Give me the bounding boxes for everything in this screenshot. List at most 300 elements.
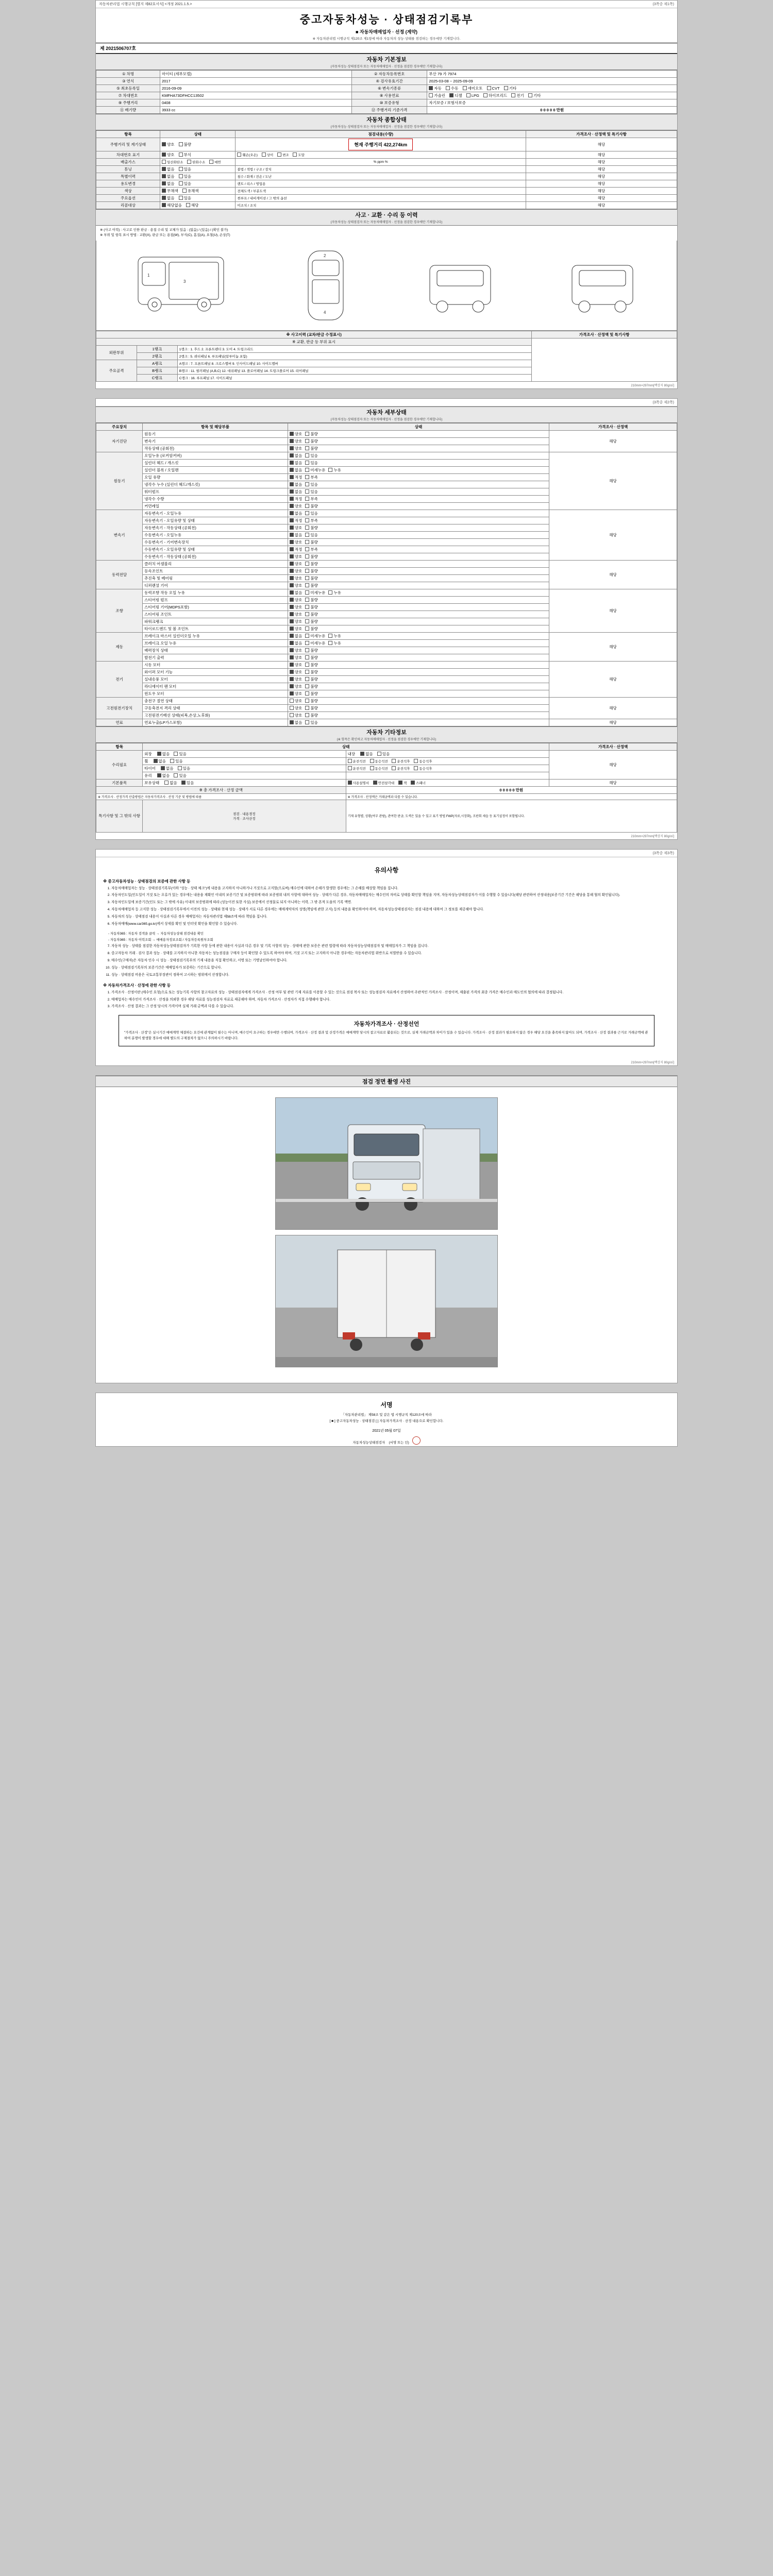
opt-good[interactable]: 양호: [290, 648, 303, 653]
detail-state-3-2[interactable]: [288, 574, 549, 582]
overall-state-2[interactable]: [160, 158, 236, 165]
accident-note-cell: [532, 338, 677, 381]
others-row-0-left[interactable]: [143, 750, 346, 757]
wheel-pos-rl[interactable]: 운전석후: [392, 759, 410, 764]
fuel-option-electric[interactable]: 전기: [511, 93, 524, 98]
basic-info-table: [96, 70, 677, 114]
overall-detail-2: % ppm %: [236, 158, 526, 165]
basic-label-3: ⑦ 차대번호: [96, 92, 160, 99]
opt-ok[interactable]: 적정: [290, 474, 303, 480]
others-2-opt-1[interactable]: 있음: [178, 766, 191, 771]
detail-state-2-4[interactable]: [288, 538, 549, 546]
opt-good[interactable]: 양호: [290, 561, 303, 567]
list-item: 4. 자동차매매업자 등 고지한 성능 · 상태점검기록부에서 이전의 성능 · 상태와 현재 성능 · 상태가 서로 다른 경우에는 매매계약자의 성명(책임에 관한 고지) 등의 내용을 확인하여야 하며, 자동차성능상태점검자는 점검 내용에 대하여 그 정보를 제공해야 합니다.: [111, 907, 670, 913]
signature-role-label: 자동차성능상태점검자: [352, 1441, 385, 1445]
detail-group-2: 변속기: [96, 510, 143, 560]
opt-low[interactable]: 부족: [305, 474, 318, 480]
overall-state-0[interactable]: [160, 138, 236, 151]
accident-rank-c: C랭크: [137, 374, 177, 381]
transmission-option-manual[interactable]: 수동: [446, 86, 459, 91]
overall-6-opt-0[interactable]: 무채색: [162, 188, 178, 194]
opt-bad[interactable]: 불량: [305, 662, 318, 668]
others-row-3-left[interactable]: [143, 772, 346, 779]
detail-state-5-1[interactable]: [288, 639, 549, 647]
wheel-pos-fr[interactable]: 동승석전: [370, 759, 388, 764]
opt-good[interactable]: 양호: [290, 698, 303, 704]
opt-good[interactable]: 양호: [290, 431, 303, 437]
basic-value-3: KMFHA73DFHCC13502: [160, 92, 351, 99]
form-legal-note-left: 자동차관리법 시행규칙 [별지 제82호서식] <개정 2021.1.5.>: [99, 3, 192, 6]
others-row-1-left[interactable]: [143, 757, 346, 765]
opt-bad[interactable]: 불량: [305, 684, 318, 689]
detail-group-4: 조향: [96, 589, 143, 632]
detail-state-0-1[interactable]: [288, 437, 549, 445]
overall-6-opt-1[interactable]: 유채색: [182, 188, 199, 194]
transmission-option-semi[interactable]: 세미오토: [463, 86, 483, 91]
opt-low[interactable]: 부족: [305, 518, 318, 523]
opt-bad[interactable]: 불량: [305, 554, 318, 560]
basic-item-triangle[interactable]: 안전삼각대: [373, 781, 394, 785]
sheet2-page-indicator: (3쪽중 제2쪽): [652, 400, 674, 404]
opt-none[interactable]: 없음: [290, 532, 303, 538]
opt-bad[interactable]: 불량: [305, 525, 318, 531]
detail-state-1-4[interactable]: [288, 481, 549, 488]
wheel-pos-fl[interactable]: 운전석전: [348, 759, 366, 764]
signature-role: [96, 1436, 677, 1446]
truck-rear-photo-icon: [276, 1235, 497, 1367]
others-row-4-label: 보유상태: [144, 780, 160, 785]
opt-yes[interactable]: 있음: [305, 489, 318, 495]
basic-item-spanner[interactable]: 스패너: [411, 781, 426, 785]
overall-item-8: 리콜대상: [96, 201, 160, 209]
opt-none[interactable]: 없음: [290, 590, 303, 596]
overall-7-opt-1[interactable]: 있음: [179, 195, 192, 201]
fuel-options[interactable]: [427, 92, 677, 99]
opt-fine-leak[interactable]: 미세누유: [305, 640, 325, 646]
opt-good[interactable]: 양호: [290, 705, 303, 711]
accident-parts-outer-2: 2랭크 : 5. 쿼터패널 6. 루프패널(알루미늄 포함): [177, 352, 531, 360]
detail-note-4: 해당: [549, 589, 677, 632]
table-row: [96, 180, 677, 187]
basic-value2-1: 2025-03-08 ~ 2025-09-09: [427, 77, 677, 84]
overall-1-opt-5[interactable]: 도말: [293, 152, 305, 157]
opt-good[interactable]: 양호: [290, 503, 303, 509]
others-row-3-label: 유리: [144, 773, 152, 778]
opt-good[interactable]: 양호: [290, 446, 303, 451]
opt-bad[interactable]: 불량: [305, 648, 318, 653]
other-info-table: [96, 743, 677, 833]
detail-item-0-2: 작동상태 (공회전): [143, 445, 288, 452]
basic-item-jack[interactable]: 잭: [398, 781, 407, 785]
overall-col-item: 항목: [96, 130, 160, 138]
detail-item-2-1: 자동변속기 - 오일유량 및 상태: [143, 517, 288, 524]
overall-1-opt-2[interactable]: 훼손(오손): [237, 152, 257, 157]
detail-state-3-0[interactable]: [288, 560, 549, 567]
opt-bad[interactable]: 불량: [305, 583, 318, 588]
opt-fine-leak[interactable]: 미세누유: [305, 467, 325, 473]
detail-item-2-3: 수동변속기 - 오일누유: [143, 531, 288, 538]
transmission-option-auto[interactable]: 자동: [429, 86, 442, 91]
overall-note-2: 해당: [526, 158, 677, 165]
detail-state-2-1[interactable]: [288, 517, 549, 524]
opt-bad[interactable]: 불량: [305, 568, 318, 574]
opt-bad[interactable]: 불량: [305, 431, 318, 437]
opt-good[interactable]: 양호: [290, 575, 303, 581]
table-row: [96, 338, 677, 345]
table-row: [96, 430, 677, 437]
detail-item-6-4: 윈도우 모터: [143, 690, 288, 697]
page-subtitle-note: ※ 자동차관리법 시행규칙 제120조 제1항에 따라 자동차의 성능·상태를 점검하는 경우에만 기재합니다.: [312, 37, 461, 41]
opt-bad[interactable]: 불량: [305, 604, 318, 610]
opt-none[interactable]: 없음: [290, 720, 303, 725]
opt-fine-leak[interactable]: 미세누유: [305, 633, 325, 639]
total-price-value: 0 0 0 0 0 만원: [346, 786, 677, 793]
opt-fine-leak[interactable]: 미세누유: [305, 590, 325, 596]
opt-good[interactable]: 양호: [290, 713, 303, 718]
sheet-2: [95, 398, 678, 840]
detail-state-1-6[interactable]: [288, 495, 549, 502]
accident-parts-frame-c: C랭크 : 16. 루프패널 17. 사이드패널: [177, 374, 531, 381]
opt-yes[interactable]: 있음: [305, 720, 318, 725]
detail-state-6-4[interactable]: [288, 690, 549, 697]
overall-2-opt-2[interactable]: 매연: [209, 160, 221, 164]
vehicle-diagram: [96, 241, 677, 331]
overall-item-5: 용도변경: [96, 180, 160, 187]
opt-bad[interactable]: 불량: [305, 575, 318, 581]
notice-title: 유의사항: [374, 866, 399, 874]
transmission-options[interactable]: [427, 84, 677, 92]
opt-good[interactable]: 양호: [290, 525, 303, 531]
detail-item-1-3: 오일 유량: [143, 473, 288, 481]
opt-good[interactable]: 양호: [290, 669, 303, 675]
opt-bad[interactable]: 불량: [305, 446, 318, 451]
opt-bad[interactable]: 불량: [305, 713, 318, 718]
detail-state-6-2[interactable]: [288, 675, 549, 683]
basic-value-5: 3933 cc: [160, 106, 351, 113]
table-row: [96, 510, 677, 517]
opt-leak[interactable]: 누유: [328, 467, 341, 473]
detail-state-1-3[interactable]: [288, 473, 549, 481]
list-item: 3. 가격조사 · 산정 결과는 그 산정 당시의 가격이며 실제 거래 금액과 다를 수 있습니다.: [111, 1004, 670, 1010]
opt-low[interactable]: 부족: [305, 547, 318, 552]
opt-bad[interactable]: 불량: [305, 597, 318, 603]
detail-state-7-0[interactable]: [288, 697, 549, 704]
opt-ok[interactable]: 적정: [290, 547, 303, 552]
detail-col-price: 가격조사 · 산정액: [549, 423, 677, 430]
table-row: [96, 201, 677, 209]
opt-good[interactable]: 양호: [290, 604, 303, 610]
opt-none[interactable]: 없음: [290, 482, 303, 487]
section-accident-title: 사고 · 교환 · 수리 등 이력: [355, 212, 418, 218]
detail-col-state: 상태: [288, 423, 549, 430]
overall-note-6: 해당: [526, 187, 677, 194]
page-title: 중고자동차성능 · 상태점검기록부: [299, 14, 474, 26]
detail-item-8-0: 연료누출(LP가스포함): [143, 719, 288, 726]
basic-item-manual[interactable]: 사용설명서: [348, 781, 369, 785]
detail-item-3-3: 디퍼렌셜 기어: [143, 582, 288, 589]
overall-state-1[interactable]: [160, 151, 236, 158]
table-header-row: [96, 423, 677, 430]
opt-none[interactable]: 없음: [290, 633, 303, 639]
detail-state-2-5[interactable]: [288, 546, 549, 553]
tire-pos-fr[interactable]: 동승석전: [370, 766, 388, 771]
opt-bad[interactable]: 불량: [305, 438, 318, 444]
overall-3-opt-0[interactable]: 없음: [162, 166, 175, 172]
opt-bad[interactable]: 불량: [305, 669, 318, 675]
overall-3-opt-1[interactable]: 있음: [179, 166, 192, 172]
opt-good[interactable]: 양호: [290, 568, 303, 574]
overall-1-opt-3[interactable]: 상이: [262, 152, 274, 157]
detail-group-8: 연료: [96, 719, 143, 726]
overall-8-opt-1[interactable]: 해당: [186, 202, 199, 208]
others-row-2-left[interactable]: [143, 765, 346, 772]
others-row-0-label: 외장: [144, 751, 152, 756]
detail-group-7: 고전원전기장치: [96, 697, 143, 719]
basic-label-4: ⑨ 주행거리: [96, 99, 160, 106]
basic-label2-2: ⑥ 변속기종류: [351, 84, 427, 92]
form-page-indicator: (3쪽중 제1쪽): [652, 3, 674, 6]
opt-none[interactable]: 없음: [290, 640, 303, 646]
car-front-view-icon: [422, 247, 499, 324]
others-4-opt-0[interactable]: 없음: [164, 780, 177, 786]
others-0-opt-0[interactable]: 없음: [157, 751, 170, 757]
opt-bad[interactable]: 불량: [305, 676, 318, 682]
opt-ok[interactable]: 적정: [290, 496, 303, 502]
others-0-opt2-1[interactable]: 있음: [377, 751, 390, 757]
detail-item-1-6: 냉각수 수량: [143, 495, 288, 502]
section-overall-band: [96, 114, 677, 130]
others-row-4-left[interactable]: [143, 779, 346, 786]
overall-0-opt-1[interactable]: 불량: [179, 142, 192, 147]
opt-bad[interactable]: 불량: [305, 691, 318, 697]
detail-item-2-6: 수동변속기 - 작동상태 (공회전): [143, 553, 288, 560]
overall-2-opt-0[interactable]: 일산화탄소: [162, 160, 183, 164]
opt-good[interactable]: 양호: [290, 655, 303, 660]
detail-state-3-1[interactable]: [288, 567, 549, 574]
opt-bad[interactable]: 불량: [305, 612, 318, 617]
overall-2-opt-1[interactable]: 탄화수소: [187, 160, 205, 164]
detail-state-6-3[interactable]: [288, 683, 549, 690]
opt-leak[interactable]: 누유: [328, 640, 341, 646]
detail-state-6-0[interactable]: [288, 661, 549, 668]
sheet-5-signature: [95, 1393, 678, 1447]
others-row-1-right[interactable]: [346, 757, 549, 765]
detail-state-4-0[interactable]: [288, 589, 549, 596]
overall-item-6: 색상: [96, 187, 160, 194]
detail-state-2-6[interactable]: [288, 553, 549, 560]
detail-item-4-1: 스티어링 펌프: [143, 596, 288, 603]
overall-detail-1[interactable]: [236, 151, 526, 158]
overall-state-7[interactable]: [160, 194, 236, 201]
detail-state-1-2[interactable]: [288, 466, 549, 473]
detail-state-1-0[interactable]: [288, 452, 549, 459]
overall-5-opt-0[interactable]: 없음: [162, 181, 175, 187]
table-row: [96, 793, 677, 800]
fuel-option-etc[interactable]: 기타: [528, 93, 541, 98]
overall-1-opt-4[interactable]: 변조: [277, 152, 289, 157]
others-4-opt-1[interactable]: 있음: [181, 780, 194, 786]
form-legal-note: [96, 1, 677, 8]
others-1-opt-1[interactable]: 있음: [170, 758, 183, 764]
opt-good[interactable]: 양호: [290, 554, 303, 560]
detail-item-0-0: 원동기: [143, 430, 288, 437]
others-row-2-right[interactable]: [346, 765, 549, 772]
overall-8-opt-0[interactable]: 해당없음: [162, 202, 182, 208]
detail-state-4-5[interactable]: [288, 625, 549, 632]
opt-good[interactable]: 양호: [290, 438, 303, 444]
detail-state-2-2[interactable]: [288, 524, 549, 531]
detail-state-5-2[interactable]: [288, 647, 549, 654]
detail-note-5: 해당: [549, 632, 677, 661]
overall-col-detail: 점검내용(수량): [236, 130, 526, 138]
opt-bad[interactable]: 불량: [305, 626, 318, 632]
table-row: [96, 697, 677, 704]
price-declaration-box: [119, 1015, 654, 1046]
opt-good[interactable]: 양호: [290, 676, 303, 682]
accident-notes: [96, 226, 677, 241]
detail-state-5-0[interactable]: [288, 632, 549, 639]
others-row-0-right[interactable]: [346, 750, 549, 757]
opt-yes[interactable]: 있음: [305, 453, 318, 459]
transmission-option-cvt[interactable]: CVT: [487, 86, 500, 91]
overall-1-opt-1[interactable]: 부식: [179, 152, 192, 158]
detail-state-1-1[interactable]: [288, 459, 549, 466]
table-header-row: [96, 130, 677, 138]
opt-good[interactable]: 양호: [290, 597, 303, 603]
fuel-option-hybrid[interactable]: 하이브리드: [483, 93, 507, 98]
opt-yes[interactable]: 있음: [305, 460, 318, 466]
price-standard-value: 0 0 0 0 0 만원: [427, 106, 677, 113]
fuel-option-gasoline[interactable]: 가솔린: [429, 93, 445, 98]
detail-state-7-2[interactable]: [288, 711, 549, 719]
opt-bad[interactable]: 불량: [305, 655, 318, 660]
fuel-option-lpg[interactable]: LPG: [466, 93, 479, 98]
overall-item-4: 특별이력: [96, 173, 160, 180]
opt-good[interactable]: 양호: [290, 619, 303, 624]
tire-pos-rr[interactable]: 동승석후: [414, 766, 432, 771]
seal-stamp-icon: [412, 1436, 421, 1445]
detail-state-4-1[interactable]: [288, 596, 549, 603]
opt-none[interactable]: 없음: [290, 453, 303, 459]
overall-4-opt-1[interactable]: 있음: [179, 174, 192, 179]
others-0-opt2-0[interactable]: 없음: [360, 751, 373, 757]
fuel-option-diesel[interactable]: 디젤: [449, 93, 462, 98]
detail-state-0-2[interactable]: [288, 445, 549, 452]
opt-good[interactable]: 양호: [290, 691, 303, 697]
sheet2-top-note: [96, 399, 677, 406]
opt-yes[interactable]: 있음: [305, 482, 318, 487]
accident-note-2: ※ 부위 및 항목 표시 방법 : 교환(X), 판금 또는 용접(W), 부식(C), 흠집(A), 요철(U), 손상(T): [100, 233, 230, 238]
opt-bad[interactable]: 불량: [305, 619, 318, 624]
others-1-opt-0[interactable]: 없음: [154, 758, 166, 764]
overall-1-opt-0[interactable]: 양호: [162, 152, 175, 158]
opt-good[interactable]: 양호: [290, 539, 303, 545]
basic-label-5: ⑪ 배기량: [96, 106, 160, 113]
opt-good[interactable]: 양호: [290, 662, 303, 668]
tire-pos-rl[interactable]: 운전석후: [392, 766, 410, 771]
others-0-opt-1[interactable]: 있음: [174, 751, 187, 757]
overall-note-7: 해당: [526, 194, 677, 201]
sheet3-page-indicator: (3쪽중 제3쪽): [652, 851, 674, 855]
tire-pos-fl[interactable]: 운전석전: [348, 766, 366, 771]
overall-state-4[interactable]: [160, 173, 236, 180]
detail-state-4-4[interactable]: [288, 618, 549, 625]
opt-yes[interactable]: 있음: [305, 532, 318, 538]
opt-low[interactable]: 부족: [305, 496, 318, 502]
opt-yes[interactable]: 있음: [305, 511, 318, 516]
others-group-basic: 기본품목: [96, 779, 143, 786]
detail-state-0-0[interactable]: [288, 430, 549, 437]
detail-state-6-1[interactable]: [288, 668, 549, 675]
others-2-opt-0[interactable]: 없음: [161, 766, 174, 771]
table-row: [96, 138, 677, 151]
opt-good[interactable]: 양호: [290, 684, 303, 689]
svg-text:2: 2: [324, 253, 326, 258]
opt-bad[interactable]: 불량: [305, 561, 318, 567]
detail-item-4-3: 스티어링 조인트: [143, 611, 288, 618]
opt-none[interactable]: 없음: [290, 460, 303, 466]
detail-item-3-1: 등속조인트: [143, 567, 288, 574]
detail-state-2-3[interactable]: [288, 531, 549, 538]
list-item: 2. 자동차인도일(인도일이 거짓 또는 오류가 있는 경우에는 내용을 재확인 이내의 보증기간 및 보증범위에 따라 보증범위 내의 사항에 대하여 성능 · 상태가 다른 경우, 자동차매매업자는 매수인의 자비로 상태를 확인할 책임을 지며, 자동차성능상태점검자가 이를 수행할 수 있습니다(해당 관련하여 산정내용[보증기간 기간은 해당을 통해 협의 확인됩니다).: [111, 893, 670, 899]
sheet-3: [95, 849, 678, 1066]
opt-bad[interactable]: 불량: [305, 698, 318, 704]
opt-leak[interactable]: 누유: [328, 633, 341, 639]
opt-bad[interactable]: 불량: [305, 539, 318, 545]
detail-item-6-3: 라디에이터 팬 모터: [143, 683, 288, 690]
detail-state-5-3[interactable]: [288, 654, 549, 661]
opt-bad[interactable]: 불량: [305, 503, 318, 509]
overall-4-opt-0[interactable]: 없음: [162, 174, 175, 179]
opt-none[interactable]: 없음: [290, 489, 303, 495]
overall-5-opt-1[interactable]: 있음: [179, 181, 192, 187]
detail-state-1-5[interactable]: [288, 488, 549, 495]
others-row-4-right[interactable]: [346, 779, 549, 786]
detail-state-4-3[interactable]: [288, 611, 549, 618]
detail-state-3-3[interactable]: [288, 582, 549, 589]
opt-none[interactable]: 없음: [290, 467, 303, 473]
opt-bad[interactable]: 불량: [305, 705, 318, 711]
special-notes-text: 기재 유형별, 상환(여부 관람), 관여한 판금, 도색은 있을 수 있고 표기 방법 FWP(자료,시장화), 조판회 세습 등 표기설정이 포함됩니다.: [346, 800, 677, 832]
detail-state-1-7[interactable]: [288, 502, 549, 510]
overall-state-6[interactable]: [160, 187, 236, 194]
accident-group-frame: 주요골격: [96, 360, 137, 381]
overall-0-opt-0[interactable]: 양호: [162, 142, 175, 147]
detail-state-4-2[interactable]: [288, 603, 549, 611]
opt-good[interactable]: 양호: [290, 583, 303, 588]
detail-state-7-1[interactable]: [288, 704, 549, 711]
opt-good[interactable]: 양호: [290, 612, 303, 617]
detail-state-2-0[interactable]: [288, 510, 549, 517]
opt-leak[interactable]: 누유: [328, 590, 341, 596]
overall-state-3[interactable]: [160, 165, 236, 173]
detail-state-8-0[interactable]: [288, 719, 549, 726]
overall-7-opt-0[interactable]: 없음: [162, 195, 175, 201]
transmission-option-etc[interactable]: 기타: [504, 86, 517, 91]
others-3-opt-0[interactable]: 없음: [157, 773, 170, 778]
table-row: [96, 452, 677, 459]
detail-note-2: 해당: [549, 510, 677, 560]
overall-state-5[interactable]: [160, 180, 236, 187]
special-notes-category: 점검 · 내용경정 가격 · 조사산정: [143, 800, 346, 832]
overall-state-8[interactable]: [160, 201, 236, 209]
others-3-opt-1[interactable]: 있음: [174, 773, 187, 778]
opt-good[interactable]: 양호: [290, 626, 303, 632]
opt-none[interactable]: 없음: [290, 511, 303, 516]
wheel-pos-rr[interactable]: 동승석후: [414, 759, 432, 764]
section-detail-band: [96, 406, 677, 423]
opt-ok[interactable]: 적정: [290, 518, 303, 523]
